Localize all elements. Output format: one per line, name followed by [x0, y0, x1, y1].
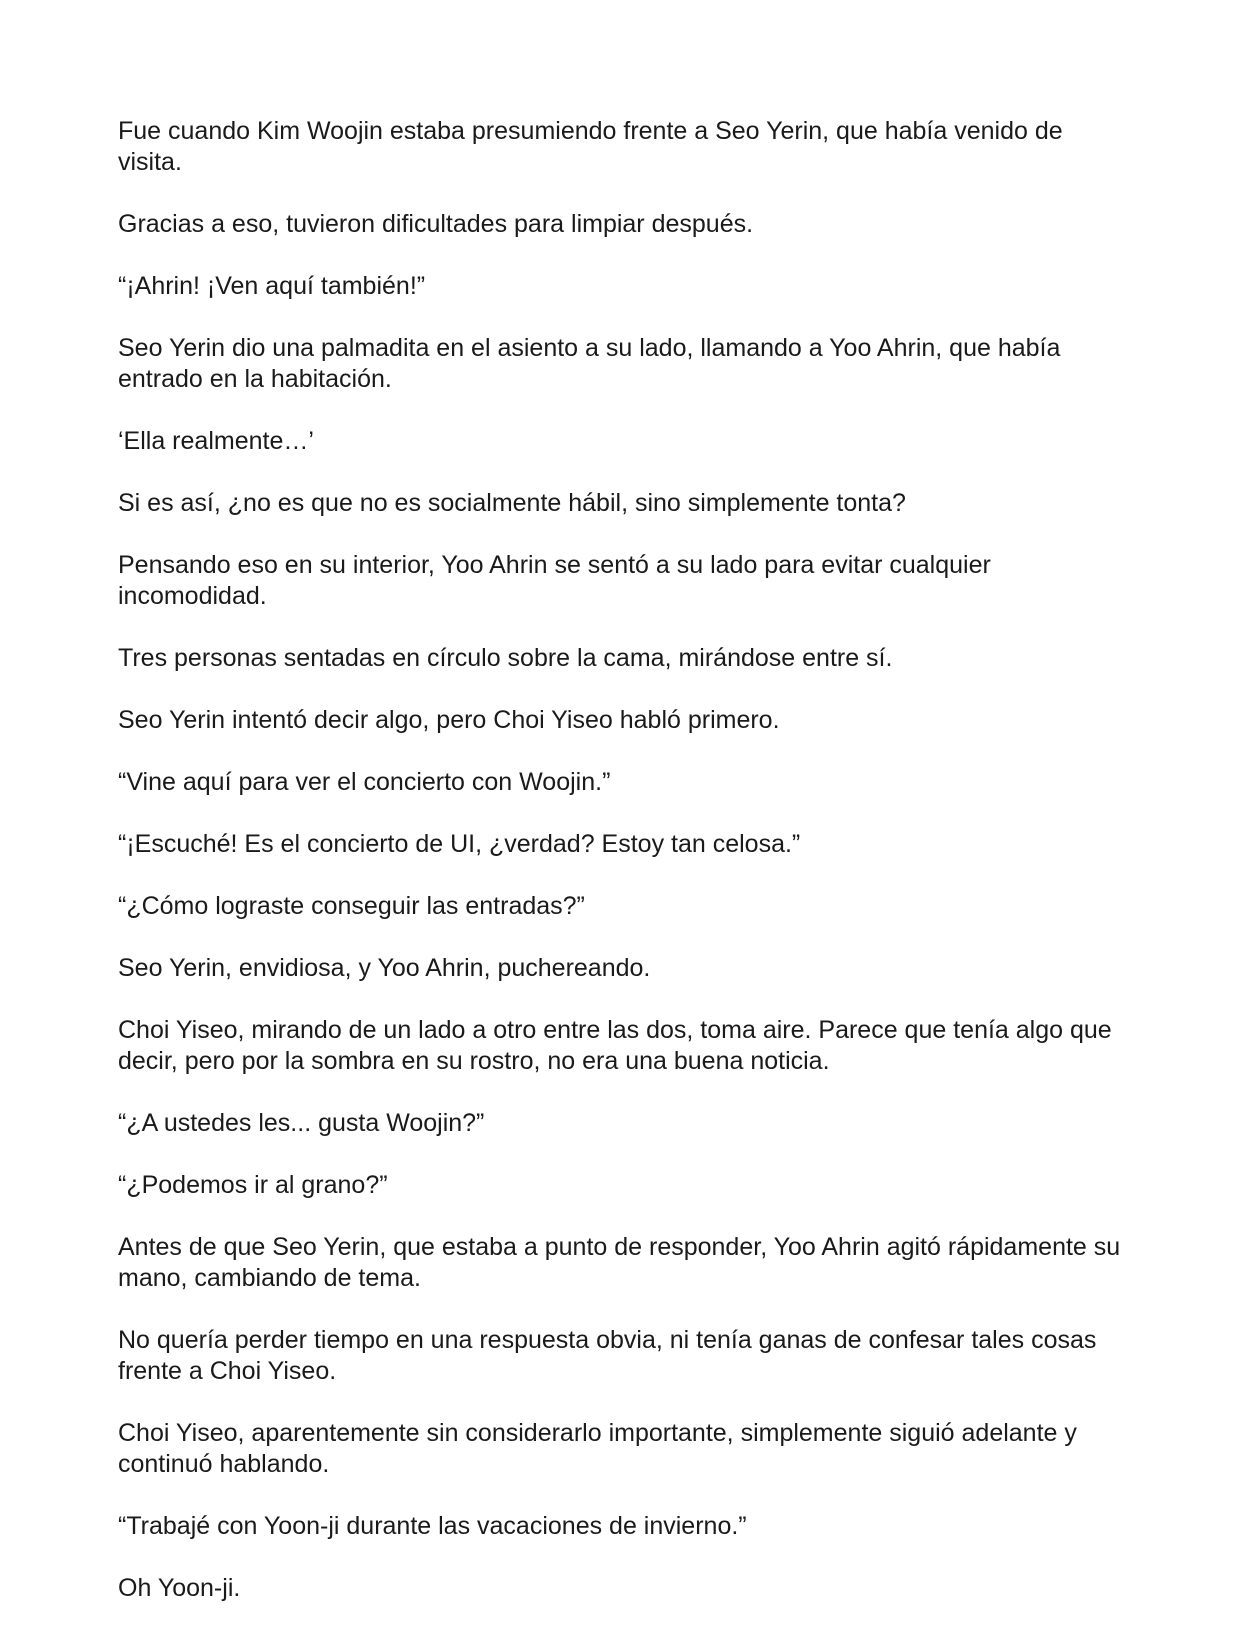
paragraph: Gracias a eso, tuvieron dificultades para limpiar después.: [118, 210, 754, 238]
paragraph: Seo Yerin intentó decir algo, pero Choi Yiseo habló primero.: [118, 706, 780, 734]
paragraph: Fue cuando Kim Woojin estaba presumiendo frente a Seo Yerin, que había venido de visita.: [118, 117, 1063, 176]
paragraph: “¿Podemos ir al grano?”: [118, 1171, 388, 1199]
paragraph: “Vine aquí para ver el concierto con Woojin.”: [118, 768, 611, 796]
paragraph: “¡Ahrin! ¡Ven aquí también!”: [118, 272, 426, 300]
paragraph: No quería perder tiempo en una respuesta obvia, ni tenía ganas de confesar tales cosas frente a Choi Yiseo.: [118, 1326, 1097, 1385]
paragraph: Choi Yiseo, aparentemente sin considerarlo importante, simplemente siguió adelante y continuó hablando.: [118, 1419, 1077, 1478]
paragraph: Si es así, ¿no es que no es socialmente hábil, sino simplemente tonta?: [118, 489, 906, 517]
paragraph: Seo Yerin, envidiosa, y Yoo Ahrin, puchereando.: [118, 954, 651, 982]
paragraph: Tres personas sentadas en círculo sobre la cama, mirándose entre sí.: [118, 644, 893, 672]
paragraph: “Trabajé con Yoon-ji durante las vacaciones de invierno.”: [118, 1512, 747, 1540]
paragraph: Seo Yerin dio una palmadita en el asiento a su lado, llamando a Yoo Ahrin, que había entrado en la habitación.: [118, 334, 1061, 393]
paragraph: Choi Yiseo, mirando de un lado a otro entre las dos, toma aire. Parece que tenía algo que decir, pero por la sombra en su rostro, no era una buena noticia.: [118, 1016, 1112, 1075]
paragraph: Pensando eso en su interior, Yoo Ahrin se sentó a su lado para evitar cualquier incomodidad.: [118, 551, 991, 610]
paragraph: “¿Cómo lograste conseguir las entradas?”: [118, 892, 585, 920]
paragraph: ‘Ella realmente…’: [118, 427, 314, 455]
paragraph: Oh Yoon-ji.: [118, 1574, 241, 1602]
paragraph: “¡Escuché! Es el concierto de UI, ¿verdad? Estoy tan celosa.”: [118, 830, 801, 858]
body-text: [118, 116, 1128, 1635]
paragraph: Antes de que Seo Yerin, que estaba a punto de responder, Yoo Ahrin agitó rápidamente su mano, cambiando de tema.: [118, 1233, 1121, 1292]
paragraph: “¿A ustedes les... gusta Woojin?”: [118, 1109, 485, 1137]
